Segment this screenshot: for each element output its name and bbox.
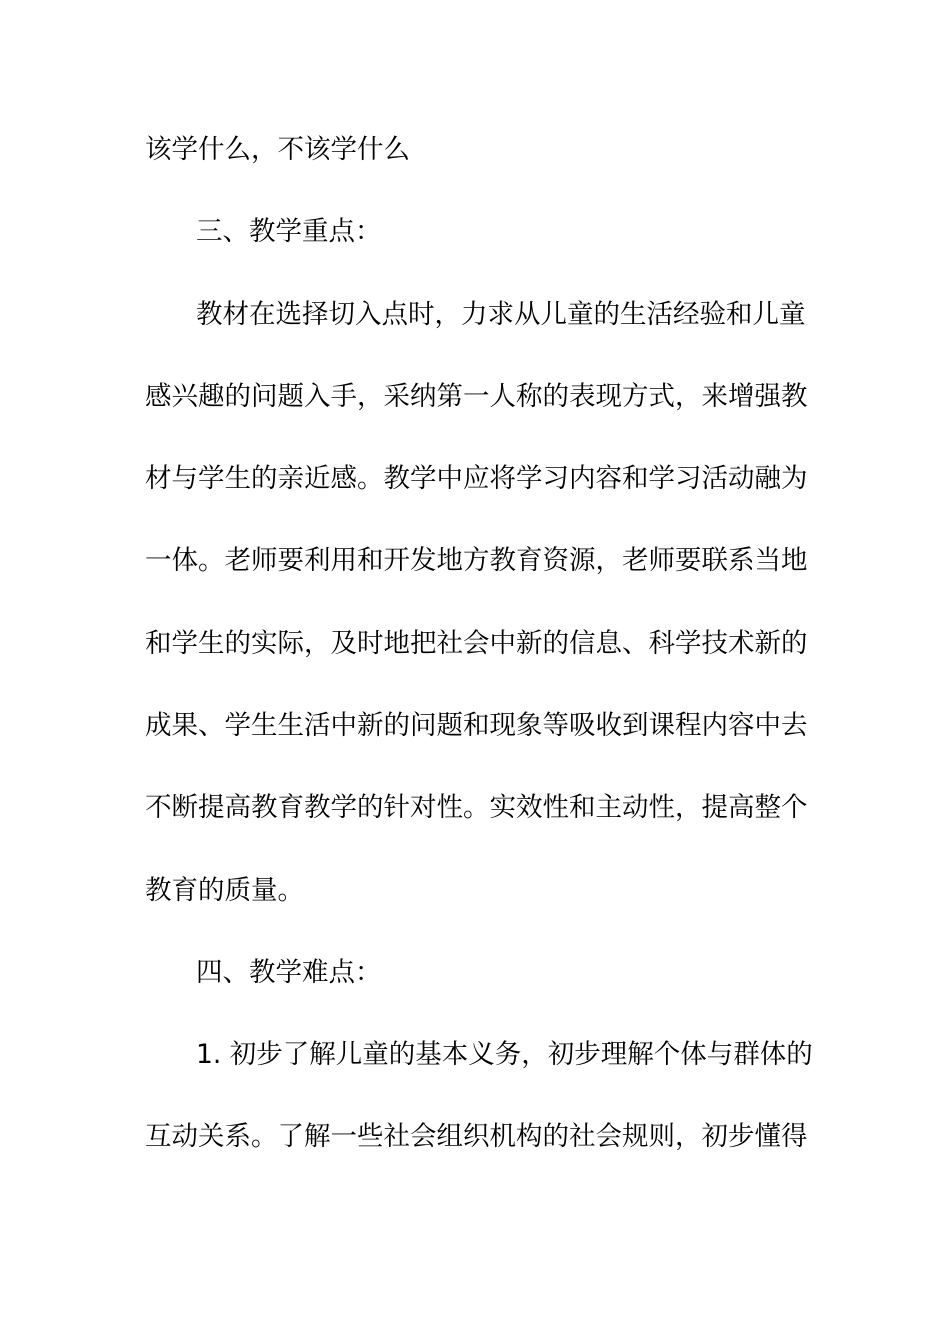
section-heading: 三、教学重点：	[196, 216, 382, 247]
text-line: 和学生的实际，及时地把社会中新的信息、科学技术新的	[145, 628, 808, 659]
text-line: 不断提高教育教学的针对性。实效性和主动性，提高整个	[145, 792, 808, 823]
text-line: 教材在选择切入点时，力求从儿童的生活经验和儿童	[196, 299, 806, 330]
text-line: 教育的质量。	[145, 875, 304, 906]
text-line: 该学什么，不该学什么	[145, 134, 410, 165]
text-line: 材与学生的亲近感。教学中应将学习内容和学习活动融为	[145, 463, 808, 494]
text-line: 感兴趣的问题入手，采纳第一人称的表现方式，来增强教	[145, 381, 808, 412]
text-line: 互动关系。了解一些社会组织机构的社会规则，初步懂得	[145, 1121, 808, 1152]
section-heading: 四、教学难点：	[196, 957, 382, 988]
text-line: 一体。老师要利用和开发地方教育资源，老师要联系当地	[145, 545, 808, 576]
list-item-text: 1. 初步了解儿童的基本义务，初步理解个体与群体的	[196, 1039, 813, 1070]
text-line: 成果、学生生活中新的问题和现象等吸收到课程内容中去	[145, 710, 808, 741]
